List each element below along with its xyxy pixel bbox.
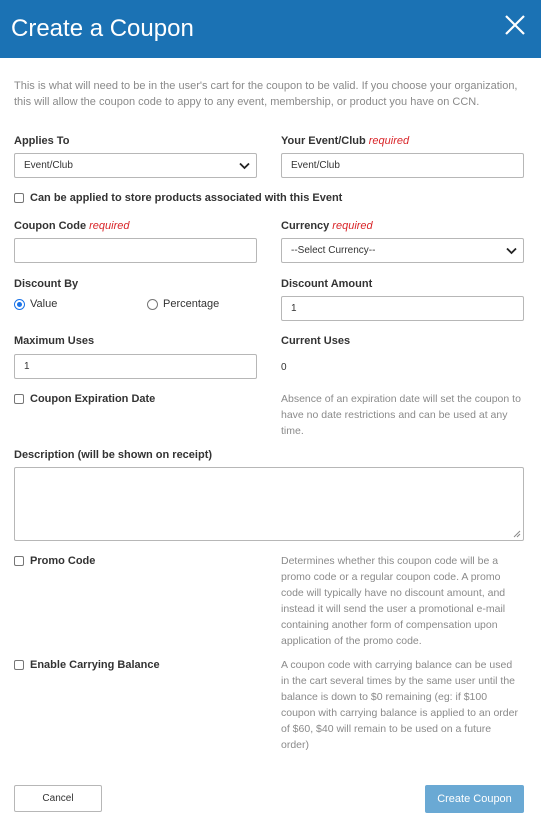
store-products-row[interactable] xyxy=(14,192,342,204)
carrying-balance-row[interactable] xyxy=(14,659,160,671)
create-coupon-button[interactable]: Create Coupon xyxy=(425,785,524,813)
discount-amount-value: 1 xyxy=(291,303,297,314)
description-label: Description (will be shown on receipt) xyxy=(14,449,213,461)
modal-title: Create a Coupon xyxy=(11,15,194,42)
event-club-label-text: Your Event/Club xyxy=(281,135,366,147)
discount-by-value-option[interactable] xyxy=(14,298,57,310)
cancel-button[interactable]: Cancel xyxy=(14,785,102,812)
discount-amount-label: Discount Amount xyxy=(281,278,373,290)
discount-by-label: Discount By xyxy=(14,278,79,290)
current-uses-label: Current Uses xyxy=(281,335,351,347)
expiration-checkbox[interactable] xyxy=(14,394,24,404)
required-marker: required xyxy=(368,135,410,147)
expiration-help: Absence of an expiration date will set the coupon to have no date restrictions and can be used at any time. xyxy=(281,393,521,437)
percentage-radio-label: Percentage xyxy=(163,298,220,310)
chevron-down-icon xyxy=(239,162,250,170)
promo-code-row[interactable] xyxy=(14,555,95,567)
promo-code-label: Promo Code xyxy=(30,555,96,567)
resize-grip-icon[interactable] xyxy=(513,530,521,538)
applies-to-label: Applies To xyxy=(14,135,70,147)
value-radio-label: Value xyxy=(30,298,58,310)
applies-to-value: Event/Club xyxy=(24,160,73,171)
intro-text: This is what will need to be in the user's cart for the coupon to be valid. If you choose your organization, this will allow the coupon code to appy to any event, membership, or product you have on CCN. xyxy=(14,80,518,108)
chevron-down-icon xyxy=(506,247,517,255)
carrying-balance-checkbox[interactable] xyxy=(14,660,24,670)
close-button[interactable] xyxy=(503,13,527,37)
maximum-uses-value: 1 xyxy=(24,361,30,372)
coupon-code-input[interactable] xyxy=(14,238,257,263)
close-icon xyxy=(505,15,525,35)
coupon-code-label xyxy=(14,220,129,232)
promo-code-help: Determines whether this coupon code will be a promo code or a regular coupon code. A promo code will typically have no discount amount, and instead it will send the user a promotional e-mail containing another form of compensation upon application of the promo code. xyxy=(281,555,506,647)
value-radio[interactable] xyxy=(14,299,25,310)
currency-select[interactable] xyxy=(281,238,524,263)
coupon-code-label-text: Coupon Code xyxy=(14,220,87,232)
required-marker: required xyxy=(89,220,130,232)
promo-code-checkbox[interactable] xyxy=(14,556,24,566)
currency-label xyxy=(281,220,373,232)
percentage-radio[interactable] xyxy=(147,299,158,310)
carrying-balance-help: A coupon code with carrying balance can be used in the cart several times by the same user until the balance is down to $0 remaining (eg: if $100 coupon with carrying balance is applied to an order of $60, $40 will remain to be used on a future order) xyxy=(281,659,518,751)
store-products-label: Can be applied to store products associated with this Event xyxy=(30,192,343,204)
applies-to-select[interactable] xyxy=(14,153,257,178)
modal-header xyxy=(0,0,541,58)
currency-value: --Select Currency-- xyxy=(291,245,376,256)
store-products-checkbox[interactable] xyxy=(14,193,24,203)
required-marker: required xyxy=(332,220,373,232)
maximum-uses-label: Maximum Uses xyxy=(14,335,95,347)
maximum-uses-input[interactable] xyxy=(14,354,257,379)
currency-label-text: Currency xyxy=(281,220,330,232)
event-club-value: Event/Club xyxy=(291,160,340,171)
discount-by-percentage-option[interactable] xyxy=(147,298,219,310)
current-uses-value: 0 xyxy=(281,362,287,373)
expiration-label: Coupon Expiration Date xyxy=(30,393,156,405)
expiration-row[interactable] xyxy=(14,393,155,405)
discount-amount-input[interactable] xyxy=(281,296,524,321)
description-textarea[interactable] xyxy=(14,467,524,541)
event-club-label xyxy=(281,135,409,147)
carrying-balance-label: Enable Carrying Balance xyxy=(30,659,160,671)
event-club-input[interactable] xyxy=(281,153,524,178)
